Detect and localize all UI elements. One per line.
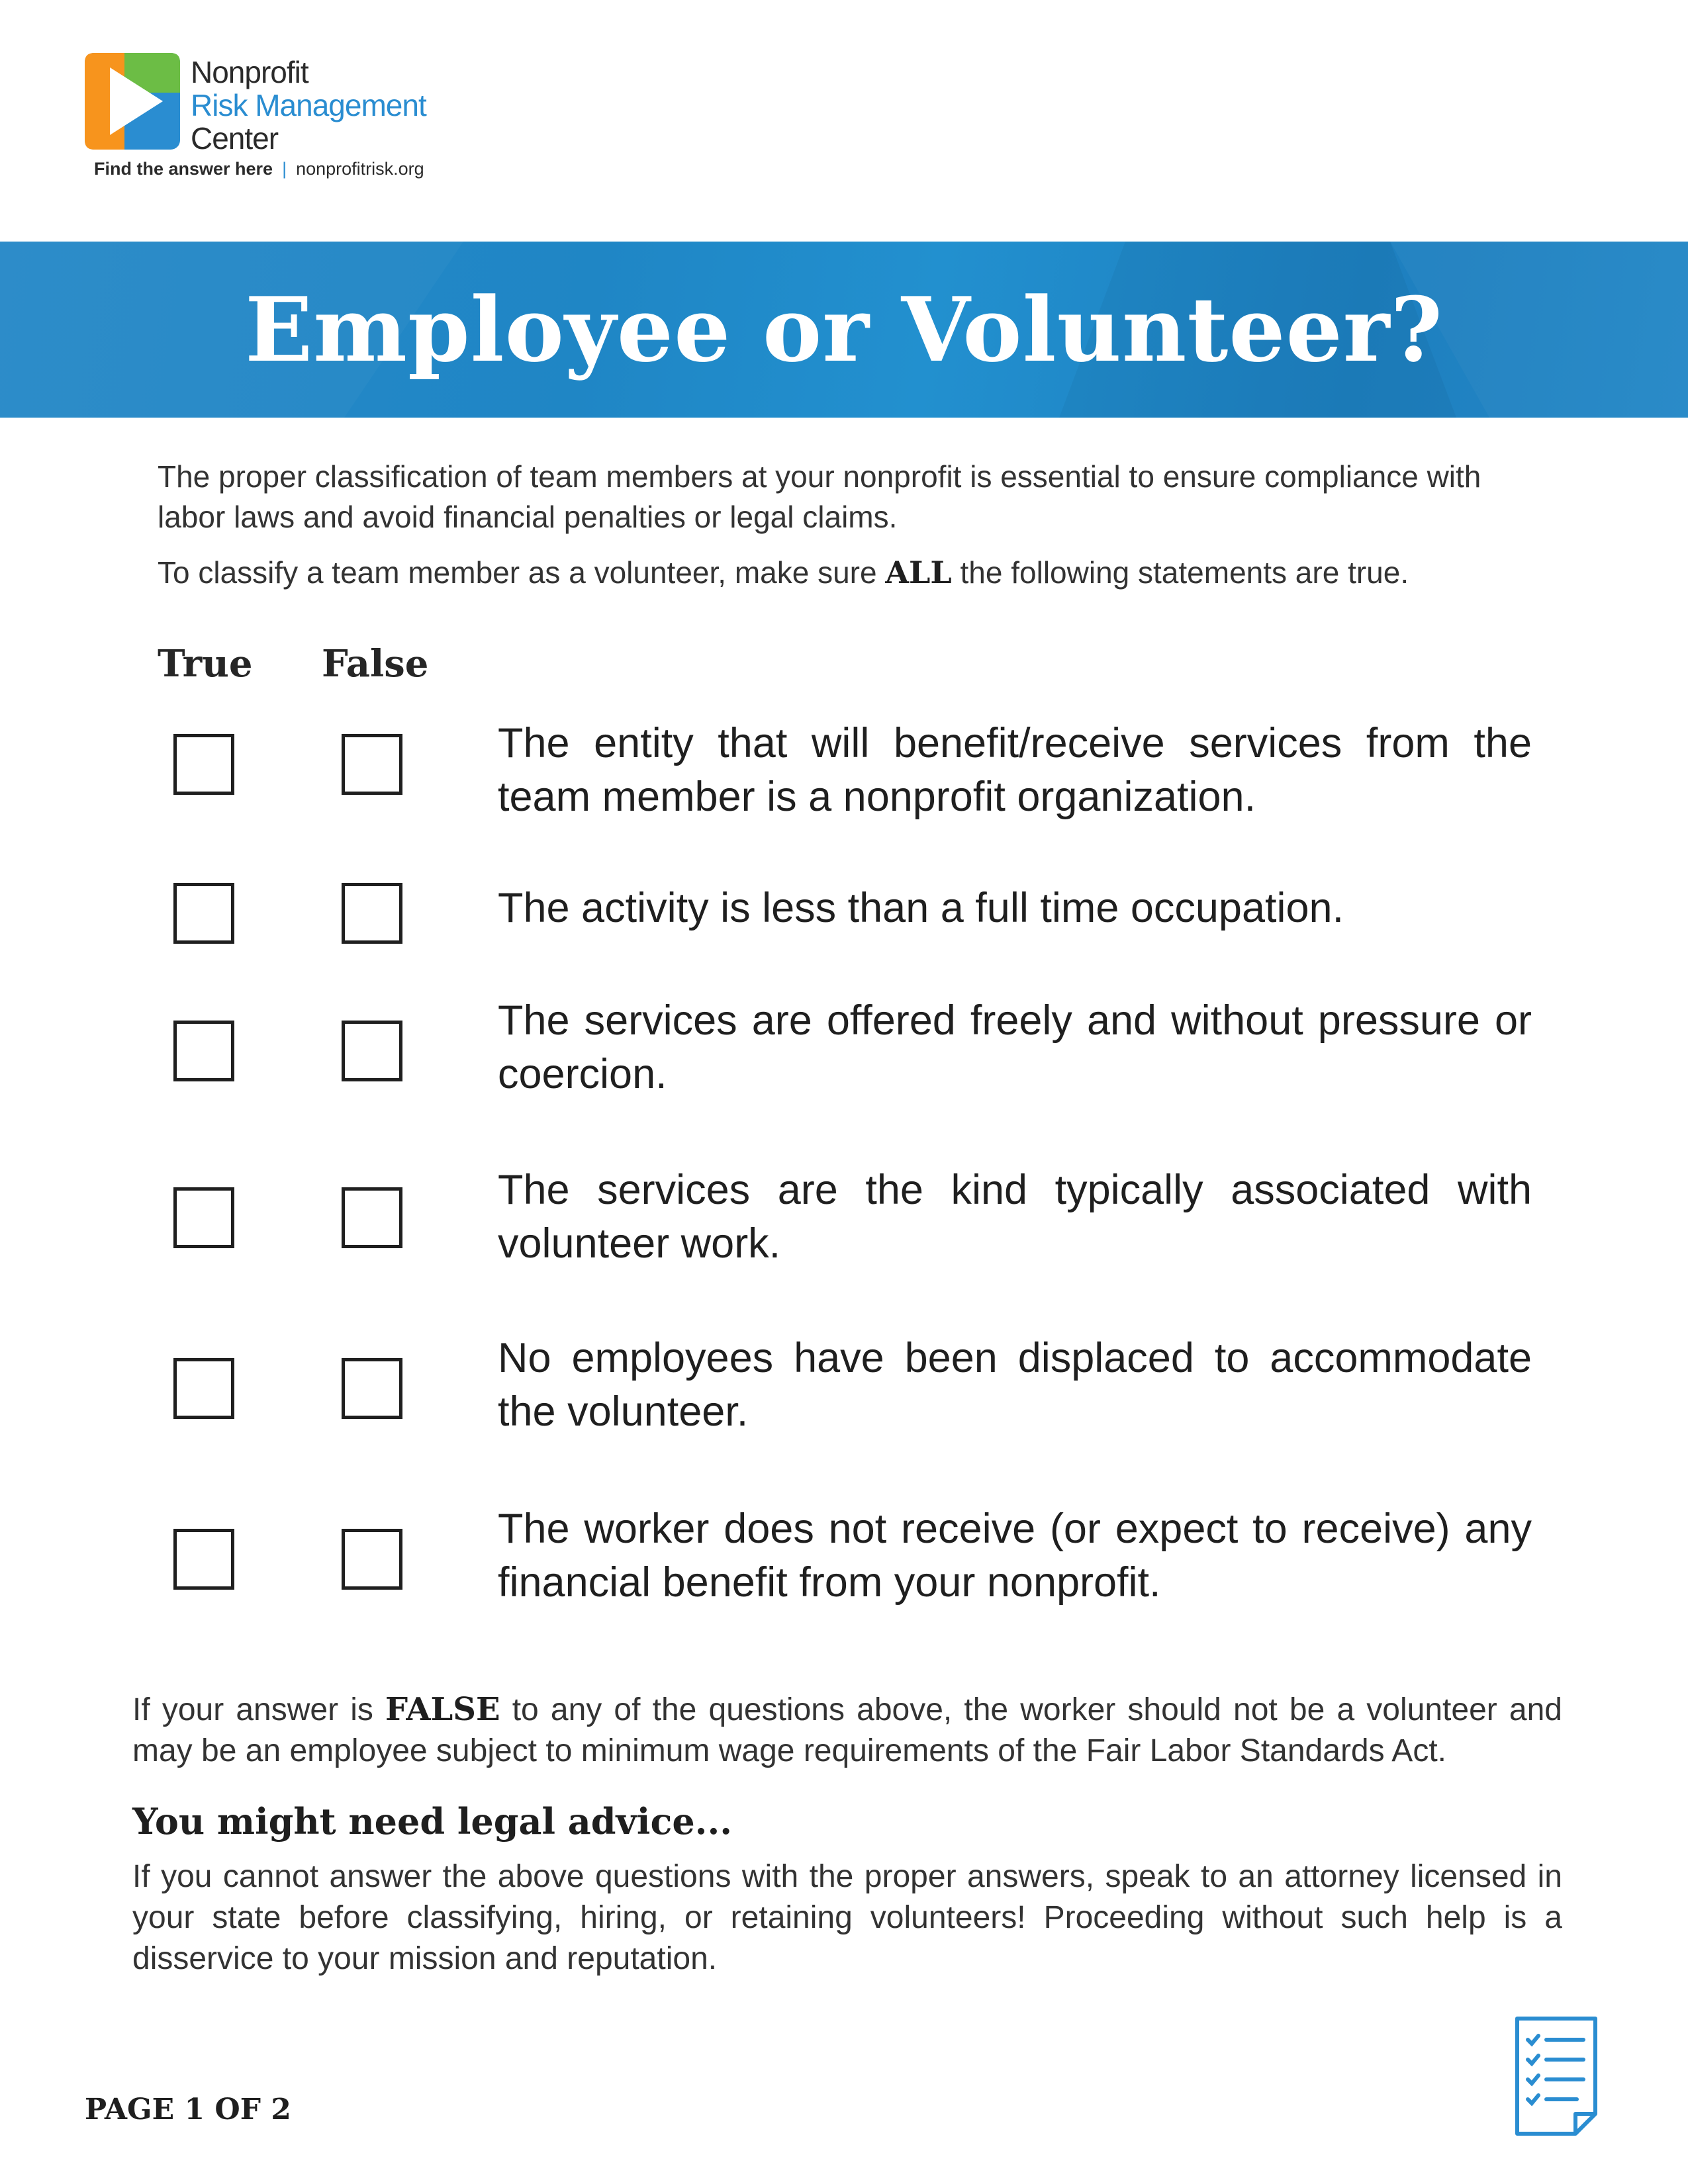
logo-separator: |	[282, 159, 287, 179]
true-checkbox[interactable]	[173, 1358, 234, 1419]
true-checkbox[interactable]	[173, 1529, 234, 1590]
organization-logo	[85, 53, 455, 185]
logo-line-1: Nonprofit	[191, 55, 308, 89]
true-checkbox[interactable]	[173, 1021, 234, 1081]
false-note-start: If your answer is	[132, 1692, 386, 1727]
checklist-statement: No employees have been displaced to accommodate the volunteer.	[498, 1335, 1532, 1435]
logo-line-2: Risk Management	[191, 88, 426, 122]
instruction-text-start: To classify a team member as a volunteer, make sure	[158, 555, 886, 590]
false-checkbox[interactable]	[342, 1358, 402, 1419]
column-header-true: True	[158, 642, 253, 686]
legal-advice-heading: You might need legal advice...	[132, 1800, 733, 1843]
intro-paragraph	[158, 457, 1548, 537]
false-checkbox[interactable]	[342, 734, 402, 795]
logo-wordmark	[191, 56, 426, 155]
play-logo-icon	[85, 53, 180, 150]
page-title: Employee or Volunteer?	[245, 277, 1443, 382]
true-checkbox[interactable]	[173, 1187, 234, 1248]
checklist-statement: The services are offered freely and without pressure or coercion.	[498, 997, 1532, 1097]
false-checkbox[interactable]	[342, 1187, 402, 1248]
instruction-text-end: the following statements are true.	[951, 555, 1409, 590]
false-answer-note	[132, 1689, 1562, 1772]
true-checkbox[interactable]	[173, 883, 234, 944]
checklist-statement: The entity that will benefit/receive services from the team member is a nonprofit organization.	[498, 720, 1532, 820]
false-note-emphasis: FALSE	[385, 1691, 500, 1728]
instruction-emphasis: ALL	[885, 555, 952, 590]
column-header-false: False	[322, 642, 429, 686]
instruction-text	[158, 553, 1548, 593]
page-number: PAGE 1 OF 2	[85, 2093, 291, 2126]
title-banner	[0, 242, 1688, 418]
false-checkbox[interactable]	[342, 1021, 402, 1081]
true-checkbox[interactable]	[173, 734, 234, 795]
instruction-paragraph	[158, 553, 1548, 593]
false-note-end: to any of the questions above, the worker should not be a volunteer and may be an employee subject to minimum wage requirements of the Fair Labor Standards Act.	[132, 1692, 1562, 1768]
checklist-document-icon	[1513, 2015, 1599, 2138]
checklist-statement: The activity is less than a full time occupation.	[498, 885, 1344, 931]
checklist-statement: The worker does not receive (or expect to receive) any financial benefit from your nonprofit.	[498, 1506, 1532, 1606]
logo-line-3: Center	[191, 121, 279, 156]
logo-tagline-row	[94, 159, 424, 179]
legal-advice-text: If you cannot answer the above questions with the proper answers, speak to an attorney licensed in your state before classifying, hiring, or retaining volunteers! Proceeding without such help is a disservice to your mission and reputation.	[132, 1859, 1562, 1976]
website-link[interactable]: nonprofitrisk.org	[296, 159, 424, 179]
intro-text: The proper classification of team members at your nonprofit is essential to ensure compliance with labor laws and avoid financial penalties or legal claims.	[158, 459, 1481, 534]
logo-tagline: Find the answer here	[94, 159, 273, 179]
false-checkbox[interactable]	[342, 883, 402, 944]
checklist-statement: The services are the kind typically associated with volunteer work.	[498, 1167, 1532, 1267]
false-checkbox[interactable]	[342, 1529, 402, 1590]
